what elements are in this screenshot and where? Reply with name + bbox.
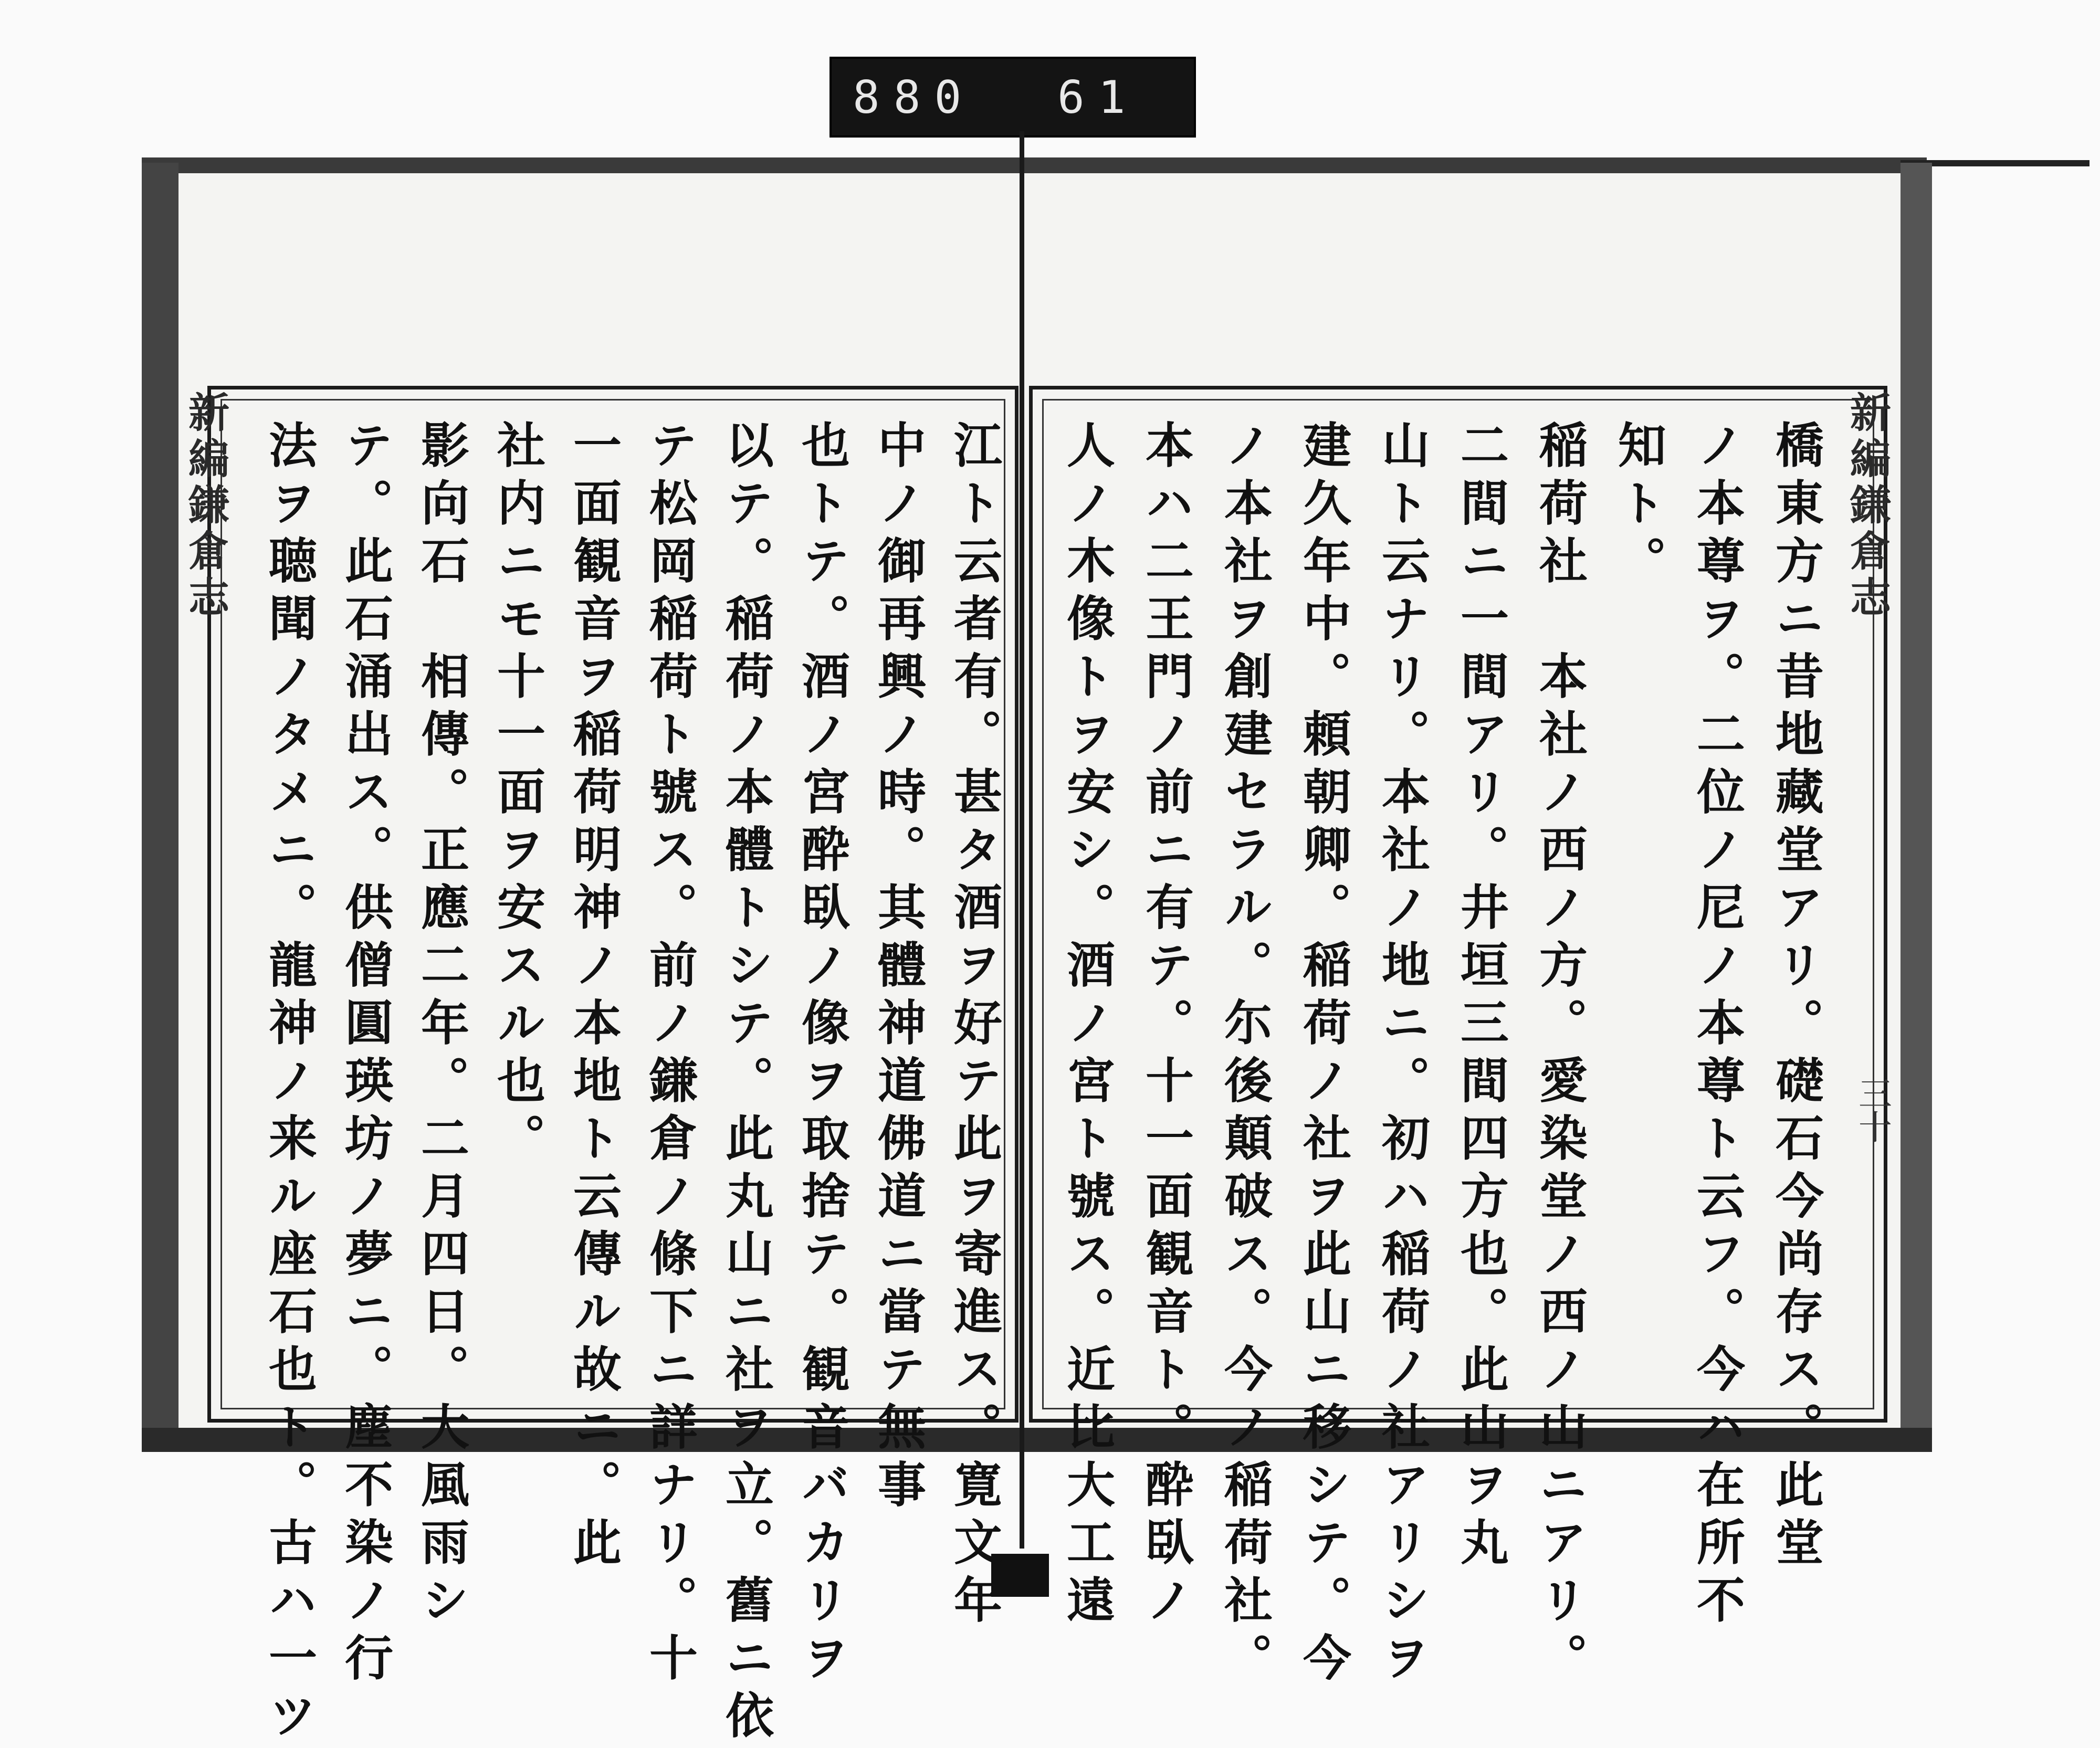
left-page-line: テ。此石涌出ス。供僧圓瑛坊ノ夢ニ。塵不染ノ行 [337,420,394,1690]
left-page-line: テ松岡稲荷ト號ス。前ノ鎌倉ノ條下ニ詳ナリ。十 [642,420,698,1690]
right-page-line: ノ本尊ヲ。二位ノ尼ノ本尊ト云フ。今ハ在所不 [1689,420,1746,1633]
book-cover-left-edge [142,163,178,1449]
left-page-line: 一面観音ヲ稲荷明神ノ本地ト云傳ル故ニ。此 [565,420,622,1575]
right-page-line: 人ノ木像トヲ安シ。酒ノ宮ト號ス。近比大工遠 [1059,420,1116,1633]
book-cover-top-edge [142,157,1927,173]
left-page-line: 以テ。稲荷ノ本體トシテ。此丸山ニ社ヲ立。舊ニ依 [718,420,774,1748]
right-page-line: 稲荷社 本社ノ西ノ方。愛染堂ノ西ノ山ニアリ。 [1531,420,1588,1690]
left-page-line: 中ノ御再興ノ時。其體神道佛道ニ當テ無事 [870,420,927,1517]
book-cover-bottom-edge [142,1428,1932,1452]
right-page-line: 建久年中。頼朝卿。稲荷ノ社ヲ此山ニ移シテ。今 [1295,420,1352,1690]
book-cover-right-edge [1900,163,1932,1449]
right-page-line: 山ト云ナリ。本社ノ地ニ。初ハ稲荷ノ社アリシヲ [1374,420,1431,1690]
left-page-line: 江ト云者有。甚タ酒ヲ好テ此ヲ寄進ス。寛文年 [946,420,1003,1633]
book-spine-line [1020,131,1024,1549]
catalog-label-tape [830,57,1196,138]
right-page-line: 橋東方ニ昔地藏堂アリ。礎石今尚存ス。此堂 [1768,420,1824,1575]
catalog-number-left: 880 [853,71,975,124]
left-margin-title: 新編鎌倉志 [182,391,229,622]
right-margin-title: 新編鎌倉志 [1843,391,1891,622]
right-page-line: 二間ニ一間アリ。井垣三間四方也。此山ヲ丸 [1453,420,1509,1575]
left-page-line: 也トテ。酒ノ宮酔臥ノ像ヲ取捨テ。観音バカリヲ [794,420,850,1690]
right-page-line: 本ハ二王門ノ前ニ有テ。十一面観音ト。酔臥ノ [1138,420,1194,1633]
left-page-line: 影向石 相傳。正應二年。二月四日。大風雨シ [413,420,470,1633]
left-page-line: 法ヲ聴聞ノタメニ。龍神ノ来ル座石也ト。古ハ一ツ [261,420,318,1748]
right-page-line: ノ本社ヲ創建セラル。尓後顛破ス。今ノ稲荷社。 [1216,420,1273,1690]
catalog-number-right: 61 [1057,71,1139,124]
left-page-line: 社内ニモ十一面ヲ安スル也。 [489,420,546,1171]
right-margin-page-number: 三十 [1853,1076,1892,1143]
right-page-line: 知ト。 [1610,420,1667,593]
